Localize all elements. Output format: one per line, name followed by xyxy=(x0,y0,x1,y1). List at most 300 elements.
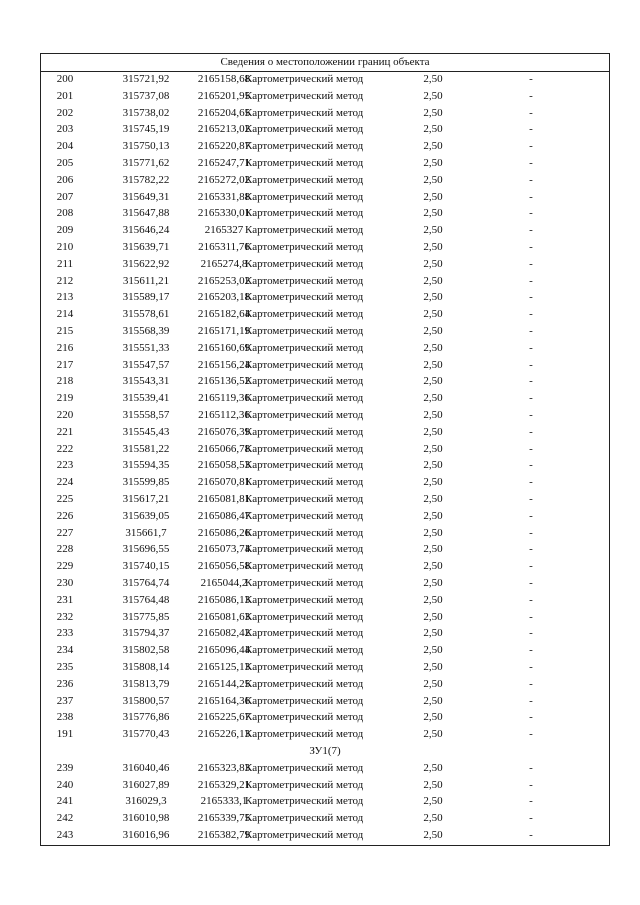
accuracy-cell: 2,50 xyxy=(423,761,443,774)
table-row xyxy=(41,693,609,710)
accuracy-cell: 2,50 xyxy=(423,325,443,337)
note-cell: - xyxy=(529,711,533,724)
note-cell: - xyxy=(529,106,533,119)
table-row xyxy=(41,172,609,189)
coord-x: 315551,33 xyxy=(122,341,170,354)
note-cell: - xyxy=(529,89,533,102)
method-cell: Картометрический метод xyxy=(245,677,364,690)
coord-y: 2165311,76 xyxy=(198,241,250,253)
section-row xyxy=(41,743,609,760)
coord-x: 316016,96 xyxy=(122,829,170,841)
method-cell: Картометрический метод xyxy=(245,173,364,186)
table-row xyxy=(41,357,609,374)
table-row xyxy=(41,810,609,827)
coordinates-table xyxy=(40,53,610,846)
method-cell: Картометрический метод xyxy=(245,761,364,774)
table-row xyxy=(41,273,609,290)
coord-y: 2165201,95 xyxy=(197,89,251,102)
note-cell: - xyxy=(529,677,533,690)
point-number: 232 xyxy=(56,610,74,623)
note-cell: - xyxy=(529,173,533,186)
method-cell: Картометрический метод xyxy=(245,728,364,741)
point-number: 221 xyxy=(56,425,74,438)
note-cell: - xyxy=(529,392,533,405)
coord-y: 2165086,47 xyxy=(197,509,251,522)
table-row xyxy=(41,474,609,491)
table-row xyxy=(41,205,609,222)
coord-x: 315639,71 xyxy=(122,241,170,253)
coord-y: 2165213,02 xyxy=(197,123,251,136)
method-cell: Картометрический метод xyxy=(245,274,364,287)
coord-y: 2165066,78 xyxy=(197,442,251,455)
coord-x: 315800,57 xyxy=(122,694,170,707)
accuracy-cell: 2,50 xyxy=(423,308,443,321)
note-cell: - xyxy=(529,257,533,270)
coord-x: 315589,17 xyxy=(122,291,170,304)
point-number: 227 xyxy=(56,526,74,539)
note-cell: - xyxy=(529,593,533,606)
table-row xyxy=(41,726,609,743)
coord-y: 2165058,53 xyxy=(197,459,251,472)
table-row xyxy=(41,760,609,777)
note-cell: - xyxy=(529,325,533,337)
point-number: 200 xyxy=(56,73,74,85)
method-cell: Картометрический метод xyxy=(245,493,364,505)
accuracy-cell: 2,50 xyxy=(423,711,443,724)
accuracy-cell: 2,50 xyxy=(423,341,443,354)
accuracy-cell: 2,50 xyxy=(423,728,443,741)
method-cell: Картометрический метод xyxy=(245,560,364,573)
note-cell: - xyxy=(529,778,533,791)
point-number: 208 xyxy=(56,207,74,220)
point-number: 201 xyxy=(56,89,74,102)
table-row xyxy=(41,609,609,626)
method-cell: Картометрический метод xyxy=(245,593,364,606)
coord-x: 315649,31 xyxy=(122,190,170,203)
table-row xyxy=(41,138,609,155)
coord-y: 2165086,13 xyxy=(197,593,251,606)
note-cell: - xyxy=(529,509,533,522)
point-number: 214 xyxy=(56,308,74,321)
note-cell: - xyxy=(529,190,533,203)
coord-x: 316029,3 xyxy=(125,795,167,808)
note-cell: - xyxy=(529,526,533,539)
table-row xyxy=(41,491,609,508)
point-number: 215 xyxy=(56,325,74,337)
note-cell: - xyxy=(529,761,533,774)
coord-y: 2165158,68 xyxy=(197,73,251,85)
note-cell: - xyxy=(529,224,533,237)
accuracy-cell: 2,50 xyxy=(423,375,443,388)
note-cell: - xyxy=(529,694,533,707)
note-cell: - xyxy=(529,375,533,388)
point-number: 226 xyxy=(56,509,74,522)
accuracy-cell: 2,50 xyxy=(423,190,443,203)
coord-y: 2165339,75 xyxy=(197,812,251,825)
table-row xyxy=(41,508,609,525)
point-number: 241 xyxy=(56,795,74,808)
note-cell: - xyxy=(529,308,533,321)
coord-x: 315617,21 xyxy=(122,493,170,505)
note-cell: - xyxy=(529,829,533,841)
point-number: 224 xyxy=(56,476,74,489)
coord-x: 315578,61 xyxy=(122,308,170,321)
accuracy-cell: 2,50 xyxy=(423,610,443,623)
coord-x: 315738,02 xyxy=(122,106,170,119)
method-cell: Картометрический метод xyxy=(245,190,364,203)
coord-x: 315599,85 xyxy=(122,476,170,489)
coord-x: 315740,15 xyxy=(122,560,170,573)
coord-x: 315750,13 xyxy=(122,140,170,153)
coord-x: 315568,39 xyxy=(122,325,170,337)
point-number: 228 xyxy=(56,543,74,556)
point-number: 242 xyxy=(56,812,74,825)
coord-y: 2165204,65 xyxy=(197,106,251,119)
coord-x: 316027,89 xyxy=(122,778,170,791)
point-number: 211 xyxy=(56,257,74,270)
coord-x: 315543,31 xyxy=(122,375,170,388)
method-cell: Картометрический метод xyxy=(245,459,364,472)
point-number: 233 xyxy=(56,627,74,640)
note-cell: - xyxy=(529,409,533,421)
coord-x: 315545,43 xyxy=(122,425,170,438)
coord-x: 315745,19 xyxy=(122,123,170,136)
accuracy-cell: 2,50 xyxy=(423,526,443,539)
method-cell: Картометрический метод xyxy=(245,526,364,539)
method-cell: Картометрический метод xyxy=(245,694,364,707)
method-cell: Картометрический метод xyxy=(245,778,364,791)
coord-x: 315558,57 xyxy=(122,409,170,421)
table-row xyxy=(41,541,609,558)
coord-y: 2165136,52 xyxy=(197,375,251,388)
coord-x: 315661,7 xyxy=(125,526,167,539)
point-number: 209 xyxy=(56,224,74,237)
coord-y: 2165323,83 xyxy=(197,761,251,774)
coord-x: 315611,21 xyxy=(122,274,170,287)
note-cell: - xyxy=(529,476,533,489)
accuracy-cell: 2,50 xyxy=(423,593,443,606)
note-cell: - xyxy=(529,795,533,808)
coord-y: 2165076,39 xyxy=(197,425,251,438)
table-row xyxy=(41,155,609,172)
accuracy-cell: 2,50 xyxy=(423,241,443,253)
coord-y: 2165081,81 xyxy=(197,493,251,505)
method-cell: Картометрический метод xyxy=(245,207,364,220)
note-cell: - xyxy=(529,123,533,136)
point-number: 235 xyxy=(56,661,74,673)
table-row xyxy=(41,306,609,323)
coord-x: 315646,24 xyxy=(122,224,170,237)
accuracy-cell: 2,50 xyxy=(423,476,443,489)
accuracy-cell: 2,50 xyxy=(423,442,443,455)
coord-x: 315581,22 xyxy=(122,442,170,455)
accuracy-cell: 2,50 xyxy=(423,157,443,169)
method-cell: Картометрический метод xyxy=(245,325,364,337)
coord-x: 315737,08 xyxy=(122,89,170,102)
table-row xyxy=(41,642,609,659)
table-row xyxy=(41,88,609,105)
method-cell: Картометрический метод xyxy=(245,476,364,489)
coord-y: 2165333,1 xyxy=(200,795,248,808)
point-number: 205 xyxy=(56,157,74,169)
method-cell: Картометрический метод xyxy=(245,73,364,85)
accuracy-cell: 2,50 xyxy=(423,173,443,186)
note-cell: - xyxy=(529,291,533,304)
coord-x: 315721,92 xyxy=(122,73,170,85)
note-cell: - xyxy=(529,241,533,253)
table-row xyxy=(41,777,609,794)
coord-x: 315647,88 xyxy=(122,207,170,220)
method-cell: Картометрический метод xyxy=(245,812,364,825)
table-row xyxy=(41,424,609,441)
accuracy-cell: 2,50 xyxy=(423,493,443,505)
method-cell: Картометрический метод xyxy=(245,308,364,321)
coord-y: 2165382,79 xyxy=(197,829,251,841)
accuracy-cell: 2,50 xyxy=(423,425,443,438)
coord-y: 2165327 xyxy=(204,224,244,237)
coord-y: 2165119,36 xyxy=(198,392,250,405)
point-number: 204 xyxy=(56,140,74,153)
note-cell: - xyxy=(529,577,533,589)
table-row xyxy=(41,592,609,609)
method-cell: Картометрический метод xyxy=(245,224,364,237)
accuracy-cell: 2,50 xyxy=(423,543,443,556)
coord-x: 315639,05 xyxy=(122,509,170,522)
method-cell: Картометрический метод xyxy=(245,610,364,623)
accuracy-cell: 2,50 xyxy=(423,140,443,153)
section-label: ЗУ1(7) xyxy=(309,745,341,757)
note-cell: - xyxy=(529,610,533,623)
method-cell: Картометрический метод xyxy=(245,341,364,354)
coord-x: 316010,98 xyxy=(122,812,170,825)
table-row xyxy=(41,457,609,474)
method-cell: Картометрический метод xyxy=(245,157,364,169)
note-cell: - xyxy=(529,157,533,169)
coord-x: 315771,62 xyxy=(122,157,170,169)
accuracy-cell: 2,50 xyxy=(423,560,443,573)
coord-y: 2165056,58 xyxy=(197,560,251,573)
coord-y: 2165331,88 xyxy=(197,190,251,203)
point-number: 202 xyxy=(56,106,74,119)
coord-x: 316040,46 xyxy=(122,761,170,774)
accuracy-cell: 2,50 xyxy=(423,661,443,673)
coord-y: 2165253,02 xyxy=(197,274,251,287)
coord-x: 315594,35 xyxy=(122,459,170,472)
accuracy-cell: 2,50 xyxy=(423,274,443,287)
table-row xyxy=(41,676,609,693)
coord-y: 2165182,64 xyxy=(197,308,251,321)
accuracy-cell: 2,50 xyxy=(423,207,443,220)
coord-y: 2165164,36 xyxy=(197,694,251,707)
table-row xyxy=(41,222,609,239)
coord-y: 2165070,81 xyxy=(197,476,251,489)
point-number: 223 xyxy=(56,459,74,472)
coord-x: 315813,79 xyxy=(122,677,170,690)
accuracy-cell: 2,50 xyxy=(423,409,443,421)
table-row xyxy=(41,105,609,122)
table-title: Сведения о местоположении границ объекта xyxy=(220,56,430,68)
coord-y: 2165081,63 xyxy=(197,610,251,623)
coord-y: 2165274,8 xyxy=(200,257,248,270)
point-number: 213 xyxy=(56,291,74,304)
accuracy-cell: 2,50 xyxy=(423,829,443,841)
method-cell: Картометрический метод xyxy=(245,795,364,808)
table-row xyxy=(41,189,609,206)
note-cell: - xyxy=(529,274,533,287)
note-cell: - xyxy=(529,73,533,85)
point-number: 239 xyxy=(56,761,74,774)
point-number: 243 xyxy=(56,829,74,841)
point-number: 219 xyxy=(56,392,74,405)
coord-x: 315808,14 xyxy=(122,661,170,673)
method-cell: Картометрический метод xyxy=(245,257,364,270)
point-number: 191 xyxy=(56,728,74,741)
accuracy-cell: 2,50 xyxy=(423,459,443,472)
coord-x: 315764,48 xyxy=(122,593,170,606)
point-number: 220 xyxy=(56,409,74,421)
accuracy-cell: 2,50 xyxy=(423,89,443,102)
accuracy-cell: 2,50 xyxy=(423,123,443,136)
note-cell: - xyxy=(529,644,533,657)
accuracy-cell: 2,50 xyxy=(423,392,443,405)
accuracy-cell: 2,50 xyxy=(423,577,443,589)
method-cell: Картометрический метод xyxy=(245,425,364,438)
method-cell: Картометрический метод xyxy=(245,577,364,589)
note-cell: - xyxy=(529,493,533,505)
coord-y: 2165156,24 xyxy=(197,358,251,371)
point-number: 236 xyxy=(56,677,74,690)
point-number: 240 xyxy=(56,778,74,791)
table-row xyxy=(41,256,609,273)
point-number: 225 xyxy=(56,493,74,505)
accuracy-cell: 2,50 xyxy=(423,694,443,707)
accuracy-cell: 2,50 xyxy=(423,106,443,119)
note-cell: - xyxy=(529,425,533,438)
coord-x: 315539,41 xyxy=(122,392,170,405)
method-cell: Картометрический метод xyxy=(245,627,364,640)
table-row xyxy=(41,441,609,458)
table-row xyxy=(41,827,609,844)
accuracy-cell: 2,50 xyxy=(423,795,443,808)
method-cell: Картометрический метод xyxy=(245,509,364,522)
note-cell: - xyxy=(529,543,533,556)
table-row xyxy=(41,625,609,642)
method-cell: Картометрический метод xyxy=(245,392,364,405)
point-number: 222 xyxy=(56,442,74,455)
point-number: 212 xyxy=(56,274,74,287)
note-cell: - xyxy=(529,627,533,640)
method-cell: Картометрический метод xyxy=(245,123,364,136)
coord-y: 2165225,67 xyxy=(197,711,251,724)
table-row xyxy=(41,575,609,592)
coord-x: 315696,55 xyxy=(122,543,170,556)
table-row xyxy=(41,289,609,306)
point-number: 237 xyxy=(56,694,74,707)
note-cell: - xyxy=(529,207,533,220)
coord-y: 2165171,19 xyxy=(197,325,251,337)
point-number: 217 xyxy=(56,358,74,371)
accuracy-cell: 2,50 xyxy=(423,73,443,85)
coord-y: 2165329,21 xyxy=(197,778,251,791)
accuracy-cell: 2,50 xyxy=(423,644,443,657)
note-cell: - xyxy=(529,560,533,573)
coord-y: 2165096,44 xyxy=(197,644,251,657)
coord-y: 2165226,13 xyxy=(197,728,251,741)
coord-x: 315764,74 xyxy=(122,577,170,589)
accuracy-cell: 2,50 xyxy=(423,358,443,371)
coord-y: 2165144,25 xyxy=(197,677,251,690)
method-cell: Картометрический метод xyxy=(245,358,364,371)
accuracy-cell: 2,50 xyxy=(423,257,443,270)
point-number: 218 xyxy=(56,375,74,388)
point-number: 210 xyxy=(56,241,74,253)
accuracy-cell: 2,50 xyxy=(423,778,443,791)
point-number: 206 xyxy=(56,173,74,186)
point-number: 216 xyxy=(56,341,74,354)
method-cell: Картометрический метод xyxy=(245,409,364,421)
table-row xyxy=(41,373,609,390)
table-row xyxy=(41,659,609,676)
coord-x: 315782,22 xyxy=(122,173,170,186)
coord-y: 2165082,42 xyxy=(197,627,251,640)
method-cell: Картометрический метод xyxy=(245,375,364,388)
coord-y: 2165203,18 xyxy=(197,291,251,304)
table-row xyxy=(41,71,609,88)
note-cell: - xyxy=(529,341,533,354)
note-cell: - xyxy=(529,358,533,371)
coord-x: 315770,43 xyxy=(122,728,170,741)
method-cell: Картометрический метод xyxy=(245,291,364,304)
point-number: 234 xyxy=(56,644,74,657)
coord-y: 2165247,71 xyxy=(197,157,251,169)
coord-y: 2165073,74 xyxy=(197,543,251,556)
coord-y: 2165330,01 xyxy=(197,207,251,220)
method-cell: Картометрический метод xyxy=(245,140,364,153)
coord-y: 2165086,26 xyxy=(197,526,251,539)
note-cell: - xyxy=(529,442,533,455)
table-row xyxy=(41,390,609,407)
table-row xyxy=(41,525,609,542)
note-cell: - xyxy=(529,459,533,472)
point-number: 207 xyxy=(56,190,74,203)
method-cell: Картометрический метод xyxy=(245,241,364,253)
method-cell: Картометрический метод xyxy=(245,543,364,556)
accuracy-cell: 2,50 xyxy=(423,677,443,690)
table-row xyxy=(41,239,609,256)
table-row xyxy=(41,340,609,357)
note-cell: - xyxy=(529,661,533,673)
method-cell: Картометрический метод xyxy=(245,711,364,724)
point-number: 229 xyxy=(56,560,74,573)
coord-y: 2165220,87 xyxy=(197,140,251,153)
note-cell: - xyxy=(529,140,533,153)
table-header xyxy=(41,54,609,72)
note-cell: - xyxy=(529,812,533,825)
accuracy-cell: 2,50 xyxy=(423,291,443,304)
accuracy-cell: 2,50 xyxy=(423,627,443,640)
coord-y: 2165125,13 xyxy=(197,661,251,673)
coord-x: 315622,92 xyxy=(122,257,170,270)
method-cell: Картометрический метод xyxy=(245,661,364,673)
coord-x: 315802,58 xyxy=(122,644,170,657)
note-cell: - xyxy=(529,728,533,741)
table-row xyxy=(41,121,609,138)
point-number: 238 xyxy=(56,711,74,724)
table-row xyxy=(41,793,609,810)
coord-x: 315775,85 xyxy=(122,610,170,623)
method-cell: Картометрический метод xyxy=(245,106,364,119)
table-row xyxy=(41,407,609,424)
